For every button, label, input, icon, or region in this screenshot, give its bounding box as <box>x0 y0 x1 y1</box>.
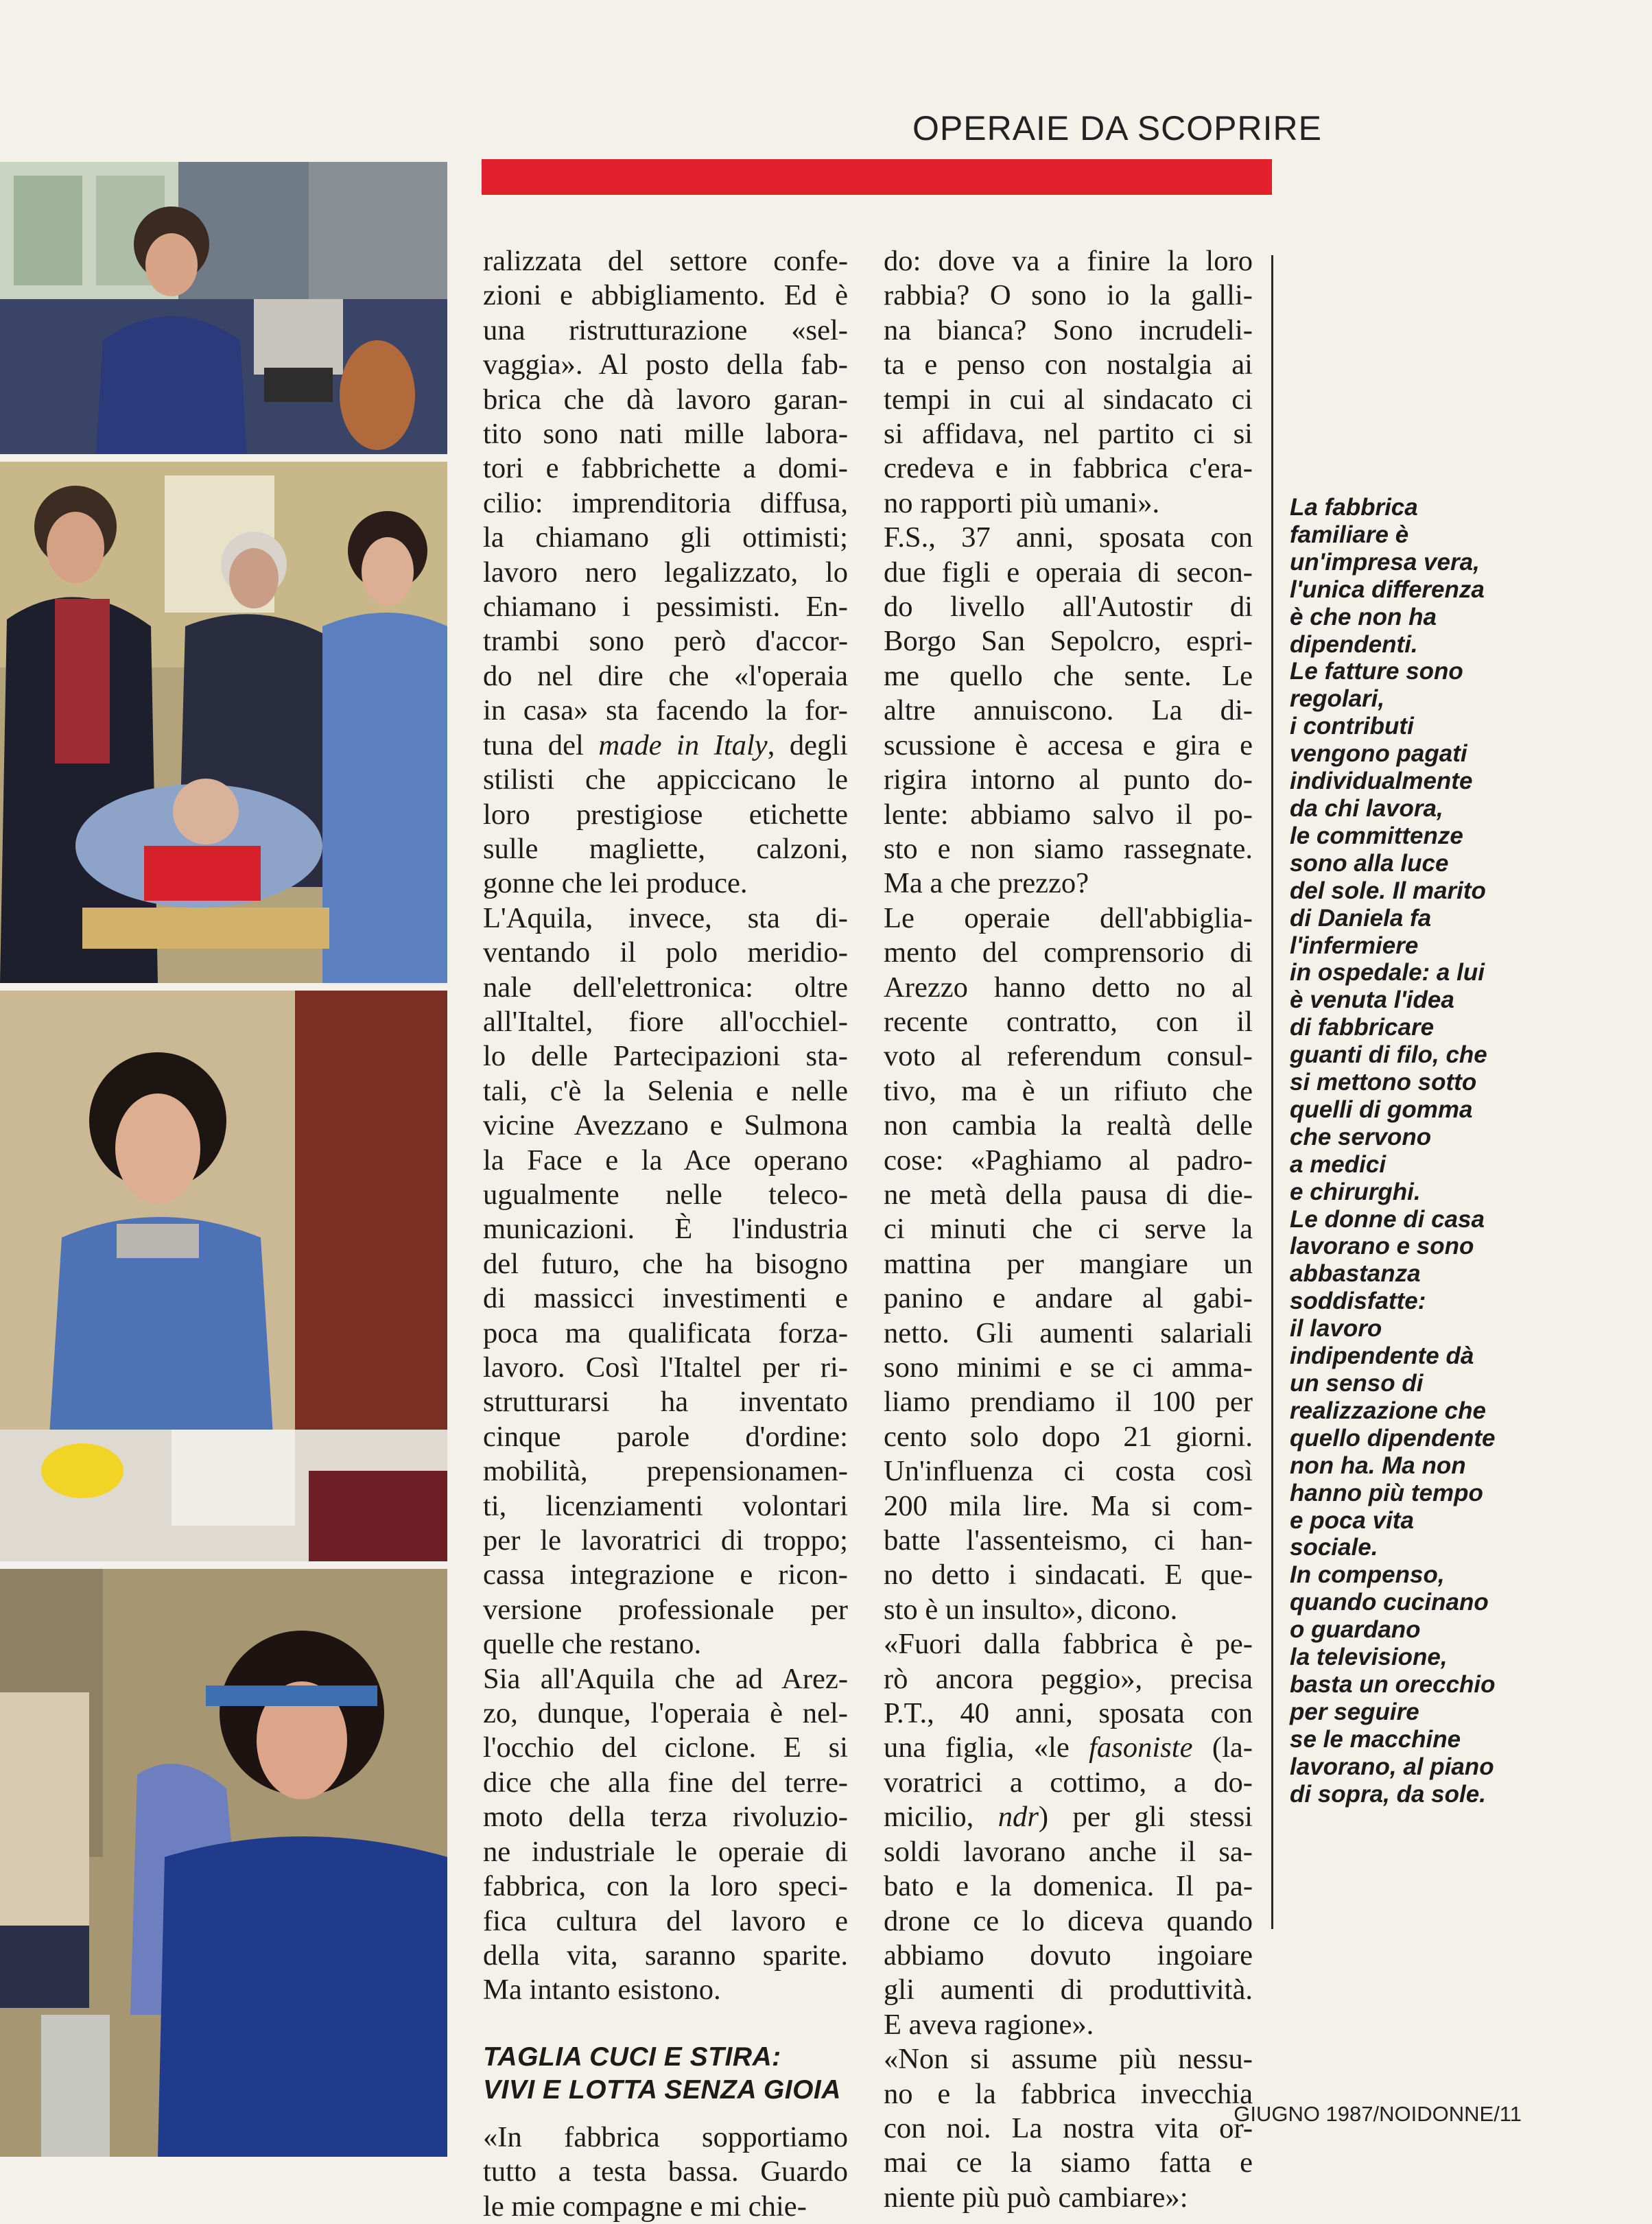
text-line: municazioni. È l'industria <box>483 1213 848 1246</box>
sidebar-line: è che non ha <box>1290 603 1437 630</box>
text-line: Un'influenza ci costa così <box>884 1455 1253 1488</box>
sidebar-line: un senso di <box>1290 1370 1424 1397</box>
text-line: mattina per mangiare un <box>884 1247 1253 1280</box>
text-line: lavoro nero legalizzato, lo <box>483 556 848 589</box>
sidebar-line: un'impresa vera, <box>1290 548 1480 576</box>
text-line: vicine Avezzano e Sulmona <box>483 1109 848 1142</box>
sidebar-line: quelli di gomma <box>1290 1096 1473 1123</box>
text-line: ralizzata del settore confe- <box>483 245 848 277</box>
text-line: due figli e operaia di secon- <box>884 556 1253 589</box>
text-line: lavoro. Così l'Italtel per ri- <box>483 1351 848 1384</box>
text-line: sto è un insulto», dicono. <box>884 1593 1178 1626</box>
text-line: nale dell'elettronica: oltre <box>483 971 848 1004</box>
text-line: abbiamo dovuto ingoiare <box>884 1939 1253 1972</box>
sidebar-line: in ospedale: a lui <box>1290 959 1485 986</box>
text-line: do livello all'Autostir di <box>884 591 1253 624</box>
sidebar-line: le committenze <box>1290 822 1463 849</box>
sidebar-line: che servono <box>1290 1123 1432 1150</box>
text-line: gli aumenti di produttività. <box>884 1974 1253 2007</box>
text-line: strutturarsi ha inventato <box>483 1386 848 1419</box>
text-line: 200 mila lire. Ma si com- <box>884 1489 1253 1522</box>
text-line: scussione è accesa e gira e <box>884 729 1253 761</box>
column-divider-rule <box>1271 255 1273 1929</box>
sidebar-line: Le fatture sono <box>1290 658 1463 685</box>
text-line: loro prestigiose etichette <box>483 798 848 831</box>
text-line: lente: abbiamo salvo il po- <box>884 798 1253 831</box>
text-line: no detto i sindacati. E que- <box>884 1559 1253 1592</box>
sidebar-line: In compenso, <box>1290 1561 1445 1589</box>
text-line: bato e la domenica. Il pa- <box>884 1870 1253 1903</box>
text-line: sulle magliette, calzoni, <box>483 832 848 865</box>
text-line: gonne che lei produce. <box>483 867 748 900</box>
text-line: «Non si assume più nessu- <box>884 2043 1253 2076</box>
text-line: rò ancora peggio», precisa <box>884 1662 1253 1695</box>
sidebar-line: soddisfatte: <box>1290 1288 1426 1315</box>
text-line: della vita, saranno sparite. <box>483 1939 848 1972</box>
text-line: lo delle Partecipazioni sta- <box>483 1040 848 1073</box>
text-line: la Face e la Ace operano <box>483 1144 848 1176</box>
text-line: altre annuiscono. La di- <box>884 694 1253 727</box>
text-line: trambi sono però d'accor- <box>483 625 848 658</box>
text-line: na bianca? Sono incrudeli- <box>884 314 1253 346</box>
sidebar-line: individualmente <box>1290 768 1473 795</box>
text-line: no e la fabbrica invecchia <box>884 2077 1253 2110</box>
sidebar-line: o guardano <box>1290 1616 1421 1644</box>
sidebar-line: lavorano, al piano <box>1290 1753 1494 1780</box>
text-line: P.T., 40 anni, sposata con <box>884 1697 1253 1730</box>
text-line: stilisti che appiccicano le <box>483 764 848 796</box>
sidebar-line: realizzazione che <box>1290 1397 1486 1424</box>
text-line: tivo, ma è un rifiuto che <box>884 1074 1253 1107</box>
text-line: con noi. La nostra vita or- <box>884 2111 1253 2144</box>
text-line: soldi lavorano anche il sa- <box>884 1835 1253 1868</box>
subhead <box>483 2041 848 2107</box>
text-line: fica cultura del lavoro e <box>483 1904 848 1937</box>
text-line: si affidava, nel partito ci si <box>884 418 1253 451</box>
sidebar-line: di Daniela fa <box>1290 904 1432 932</box>
text-line: mai ce la siamo fatta e <box>884 2146 1253 2179</box>
text-line: «Fuori dalla fabbrica è pe- <box>884 1628 1253 1661</box>
text-line: do: dove va a finire la loro <box>884 245 1253 277</box>
sidebar-line: di sopra, da sole. <box>1290 1780 1486 1808</box>
column-1-body <box>483 244 848 2008</box>
text-line: vaggia». Al posto della fab- <box>483 348 848 381</box>
sidebar-line: se le macchine <box>1290 1725 1461 1753</box>
text-line: brica che dà lavoro garan- <box>483 383 848 416</box>
text-line: zioni e abbigliamento. Ed è <box>483 279 848 312</box>
sidebar-line: abbastanza <box>1290 1260 1421 1288</box>
text-line: tori e fabbrichette a domi- <box>483 452 848 485</box>
sidebar-line: si mettono sotto <box>1290 1069 1477 1096</box>
text-line: mobilità, prepensionamen- <box>483 1455 848 1488</box>
photo-woman-at-workbench <box>0 1569 447 2157</box>
sidebar-line: regolari, <box>1290 685 1385 713</box>
text-line: ne industriale le operaie di <box>483 1835 848 1868</box>
sidebar-line: sociale. <box>1290 1534 1378 1561</box>
sidebar-line: e chirurghi. <box>1290 1178 1421 1205</box>
text-line: me quello che sente. Le <box>884 659 1253 692</box>
text-line: all'Italtel, fiore all'occhiel- <box>483 1005 848 1038</box>
sidebar-line: l'unica differenza <box>1290 576 1485 603</box>
text-line: ventando il polo meridio- <box>483 936 848 969</box>
photo-young-woman-at-table <box>0 991 447 1561</box>
sidebar-line: la televisione, <box>1290 1644 1448 1671</box>
text-line: le mie compagne e mi chie- <box>483 2190 807 2223</box>
text-line: poca ma qualificata forza- <box>483 1316 848 1349</box>
sidebar-line: e poca vita <box>1290 1506 1414 1534</box>
text-line: L'Aquila, invece, sta di- <box>483 901 848 934</box>
sidebar-line: vengono pagati <box>1290 740 1467 768</box>
sidebar-line: hanno più tempo <box>1290 1479 1483 1506</box>
text-line: Le operaie dell'abbiglia- <box>884 901 1253 934</box>
text-line: di massicci investimenti e <box>483 1282 848 1315</box>
text-line: chiamano i pessimisti. En- <box>483 591 848 624</box>
text-line: voto al referendum consul- <box>884 1040 1253 1073</box>
sidebar-line: dipendenti. <box>1290 630 1418 658</box>
text-line: Ma intanto esistono. <box>483 1974 721 2007</box>
text-line: micilio, ndr) per gli stessi <box>884 1801 1253 1834</box>
text-line: rabbia? O sono io la galli- <box>884 279 1253 312</box>
text-line: drone ce lo diceva quando <box>884 1904 1253 1937</box>
text-line: tito sono nati mille labora- <box>483 418 848 451</box>
column-2-body <box>884 244 1253 2215</box>
text-line: sto e non siamo rassegnate. <box>884 832 1253 865</box>
sidebar-line: per seguire <box>1290 1698 1419 1725</box>
text-line: ugualmente nelle teleco- <box>483 1178 848 1211</box>
article-column-1 <box>483 244 848 2224</box>
text-line: Arezzo hanno detto no al <box>884 971 1253 1004</box>
text-line: zo, dunque, l'operaia è nel- <box>483 1697 848 1730</box>
text-line: ne metà della pausa di die- <box>884 1178 1253 1211</box>
page-folio: GIUGNO 1987/NOIDONNE/11 <box>1234 2102 1522 2126</box>
text-line: cinque parole d'ordine: <box>483 1420 848 1453</box>
sidebar-line: a medici <box>1290 1150 1386 1178</box>
text-line: tempi in cui al sindacato ci <box>884 383 1253 416</box>
text-line: niente più può cambiare»: <box>884 2181 1188 2214</box>
text-line: tutto a testa bassa. Guardo <box>483 2155 848 2188</box>
text-line: moto della terza rivoluzio- <box>483 1801 848 1834</box>
text-line: «In fabbrica sopportiamo <box>483 2120 848 2153</box>
sidebar-line: i contributi <box>1290 713 1414 740</box>
sidebar-line: di fabbricare <box>1290 1014 1435 1041</box>
photo-woman-sewing-machine <box>0 162 447 454</box>
sidebar-line: non ha. Ma non <box>1290 1452 1466 1479</box>
subhead-line-1: TAGLIA CUCI E STIRA: <box>483 2042 781 2072</box>
red-header-bar <box>482 159 1272 195</box>
text-line: tali, c'è la Selenia e nelle <box>483 1074 848 1107</box>
text-line: voratrici a cottimo, a do- <box>884 1766 1253 1799</box>
article-column-2 <box>884 244 1253 2215</box>
text-line: una figlia, «le fasoniste (la- <box>884 1731 1253 1764</box>
sidebar-line: indipendente dà <box>1290 1342 1474 1370</box>
sidebar-line: del sole. Il marito <box>1290 877 1486 904</box>
sidebar-line: sono alla luce <box>1290 849 1449 877</box>
sidebar-line: lavorano e sono <box>1290 1233 1474 1260</box>
text-line: credeva e in fabbrica c'era- <box>884 452 1253 485</box>
text-line: ci minuti che ci serve la <box>884 1213 1253 1246</box>
text-line: la chiamano gli ottimisti; <box>483 521 848 554</box>
text-line: netto. Gli aumenti salariali <box>884 1316 1253 1349</box>
text-line: no rapporti più umani». <box>884 486 1160 519</box>
text-line: dice che alla fine del terre- <box>483 1766 848 1799</box>
text-line: rigira intorno al punto do- <box>884 764 1253 796</box>
text-line: in casa» sta facendo la for- <box>483 694 848 727</box>
text-line: cassa integrazione e ricon- <box>483 1559 848 1592</box>
text-line: cose: «Paghiamo al padro- <box>884 1144 1253 1176</box>
sidebar-line: il lavoro <box>1290 1315 1382 1342</box>
subhead-line-2: VIVI E LOTTA SENZA GIOIA <box>483 2074 841 2105</box>
sidebar-line: La fabbrica <box>1290 494 1418 521</box>
sidebar-line: l'infermiere <box>1290 932 1419 959</box>
text-line: ti, licenziamenti volontari <box>483 1489 848 1522</box>
text-line: recente contratto, con il <box>884 1005 1253 1038</box>
text-line: del futuro, che ha bisogno <box>483 1247 848 1280</box>
text-line: fabbrica, con la loro speci- <box>483 1870 848 1903</box>
sidebar-line: è venuta l'idea <box>1290 986 1454 1014</box>
column-1-after-subhead <box>483 2120 848 2224</box>
text-line: l'occhio del ciclone. E si <box>483 1731 848 1764</box>
text-line: Borgo San Sepolcro, espri- <box>884 625 1253 658</box>
section-title: OPERAIE DA SCOPRIRE <box>912 109 1322 147</box>
sidebar-line: quando cucinano <box>1290 1589 1489 1616</box>
sidebar-line: da chi lavora, <box>1290 794 1443 822</box>
text-line: cento solo dopo 21 giorni. <box>884 1420 1253 1453</box>
sidebar-line: guanti di filo, che <box>1290 1041 1487 1069</box>
text-line: panino e andare al gabi- <box>884 1282 1253 1315</box>
sidebar-line: basta un orecchio <box>1290 1670 1496 1698</box>
text-line: ta e penso con nostalgia ai <box>884 348 1253 381</box>
text-line: una ristrutturazione «sel- <box>483 314 848 346</box>
text-line: per le lavoratrici di troppo; <box>483 1524 848 1557</box>
text-line: non cambia la realtà delle <box>884 1109 1253 1142</box>
sidebar-line: quello dipendente <box>1290 1424 1496 1452</box>
text-line: mento del comprensorio di <box>884 936 1253 969</box>
text-line: quelle che restano. <box>483 1628 702 1661</box>
text-line: cilio: imprenditoria diffusa, <box>483 486 848 519</box>
text-line: Sia all'Aquila che ad Arez- <box>483 1662 848 1695</box>
text-line: do nel dire che «l'operaia <box>483 659 848 692</box>
sidebar-callout <box>1290 494 1523 1808</box>
sidebar-line: familiare è <box>1290 521 1409 548</box>
text-line: versione professionale per <box>483 1593 848 1626</box>
text-line: tuna del made in Italy, degli <box>483 729 848 761</box>
text-line: sono minimi e se ci amma- <box>884 1351 1253 1384</box>
text-line: liamo prendiamo il 100 per <box>884 1386 1253 1419</box>
text-line: E aveva ragione». <box>884 2008 1094 2041</box>
photo-family-three-women-baby <box>0 462 447 983</box>
text-line: batte l'assenteismo, ci han- <box>884 1524 1253 1557</box>
text-line: Ma a che prezzo? <box>884 867 1089 900</box>
text-line: F.S., 37 anni, sposata con <box>884 521 1253 554</box>
sidebar-line: Le donne di casa <box>1290 1205 1485 1233</box>
